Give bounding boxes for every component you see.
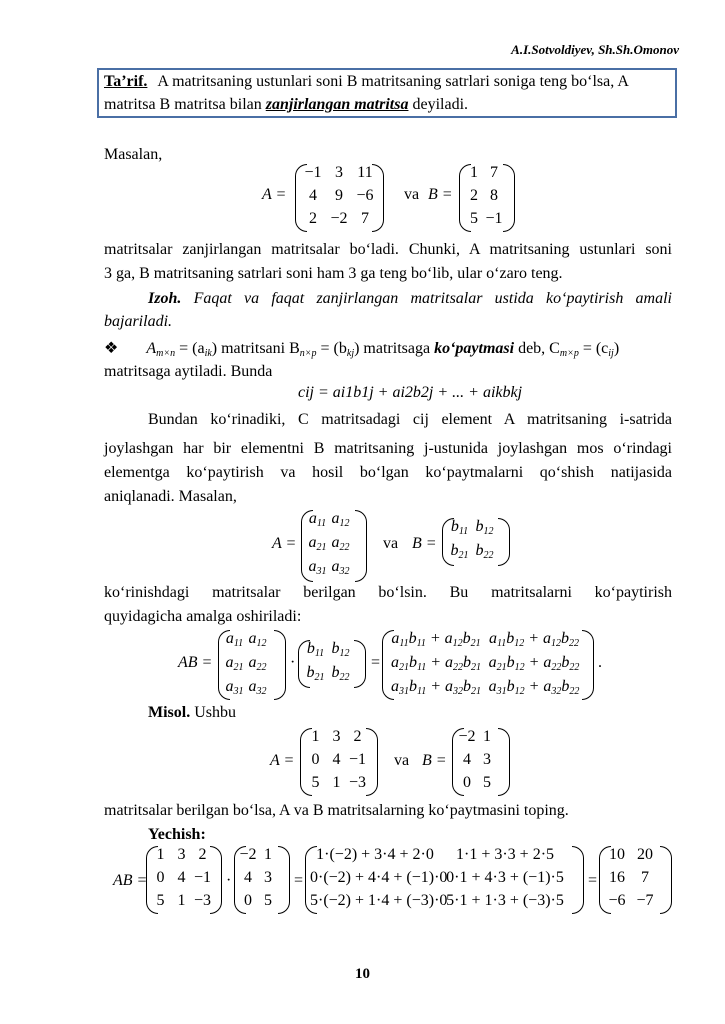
ex2-dot: · — [290, 654, 296, 671]
pd-t3: = (b — [316, 340, 347, 357]
matrix-cell: 3 — [483, 751, 491, 768]
matrix-cell: $a_{32}$ — [248, 678, 267, 697]
matrix-cell: 3 — [332, 728, 341, 745]
definition-text-3: deyiladi. — [408, 96, 469, 113]
matrix-cell: 10 — [609, 846, 625, 863]
matrix-cell: 4 — [244, 869, 252, 886]
matrix-cell: 1 — [332, 774, 341, 791]
definition-term: zanjirlangan matritsa — [265, 96, 409, 113]
matrix-cell: 7 — [361, 210, 369, 227]
matrix-cell: $b_{11}$ — [306, 640, 325, 659]
matrix-cell: $a_{31}$ — [308, 558, 327, 577]
matrix-cell: 20 — [637, 846, 653, 863]
matrix-cell: 1·(−2) + 3·4 + 2·0 — [316, 846, 434, 863]
ex1-A-symbol: A = — [262, 186, 287, 203]
matrix-cell: $a_{22}$ — [331, 534, 350, 553]
matrix-cell: 11 — [357, 164, 373, 181]
matrix-cell: 5·1 + 1·3 + (−3)·5 — [446, 892, 564, 909]
matrix-cell: 0 — [244, 892, 252, 909]
matrix-cell: 3 — [177, 846, 186, 863]
matrix-cell: −6 — [608, 892, 626, 909]
ex2-result-right-paren — [582, 630, 594, 700]
matrix-cell: $a_{31}$ — [225, 678, 244, 697]
yech-B-right-paren — [278, 846, 290, 914]
ex1-B-symbol: B = — [428, 186, 453, 203]
matrix-cell: 3 — [335, 164, 343, 181]
matrix-cell: $a_{22}$ — [248, 654, 267, 673]
matrix-cell: 4 — [177, 869, 186, 886]
matrix-cell: 5 — [264, 892, 272, 909]
matrix-cell: $a_{12}$ — [331, 510, 350, 529]
misol-va: va — [394, 752, 410, 769]
matrix-cell: 5 — [156, 892, 165, 909]
pd-t6: = (c — [578, 340, 609, 357]
matrix-cell: 0·(−2) + 4·4 + (−1)·0 — [310, 869, 448, 886]
matrix-cell: 0 — [156, 869, 165, 886]
matrix-cell: 7 — [490, 164, 498, 181]
matrix-cell: $b_{11}$ — [450, 518, 469, 537]
misol-B-right-paren — [498, 728, 510, 796]
definition-line-2 — [104, 96, 468, 114]
ex1-B-right-paren — [503, 164, 515, 232]
matrix-cell: 1 — [483, 728, 491, 745]
pd-t2: ) matritsani B — [211, 340, 300, 357]
matrix-cell: $b_{12}$ — [331, 640, 350, 659]
matrix-cell: 2 — [198, 846, 207, 863]
matrix-cell: $a_{12}$ — [248, 630, 267, 649]
matrix-cell: $a_{21}$ — [308, 534, 327, 553]
izoh-line-2: bajariladi. — [104, 313, 173, 330]
matrix-cell: −3 — [193, 892, 212, 909]
definition-text-2: matritsa B matritsa bilan — [104, 96, 266, 113]
matrix-cell: $a_{21}b_{12} + a_{22}b_{22}$ — [488, 654, 580, 673]
matrix-cell: 0 — [463, 774, 471, 791]
matrix-cell: 1·1 + 3·3 + 2·5 — [455, 846, 555, 863]
misol-label: Misol. — [148, 704, 191, 721]
matrix-cell: 4 — [463, 751, 471, 768]
matrix-cell: $a_{11}$ — [308, 510, 327, 529]
yech-equals-1: = — [294, 872, 304, 889]
pd-term: ko‘paytmasi — [434, 340, 515, 357]
matrix-cell: 3 — [264, 869, 272, 886]
ex2-A-right-paren — [355, 510, 367, 582]
matrix-cell: $a_{21}$ — [225, 654, 244, 673]
matrix-cell: 8 — [490, 187, 498, 204]
misol-task: matritsalar berilgan bo‘lsa, A va B matritsalarning ko‘paytmasini toping. — [104, 802, 569, 819]
matrix-cell: −3 — [348, 774, 367, 791]
matrix-cell: 5·(−2) + 1·4 + (−3)·0 — [310, 892, 448, 909]
matrix-cell: 16 — [609, 869, 625, 886]
misol-text: Ushbu — [190, 704, 236, 721]
matrix-cell: $b_{21}$ — [306, 664, 325, 683]
misol-A-symbol: A = — [270, 752, 295, 769]
matrix-cell: −2 — [458, 728, 476, 745]
izoh-label: Izoh. — [148, 290, 182, 307]
matrix-cell: 2 — [309, 210, 317, 227]
matrix-cell: 1 — [470, 164, 478, 181]
matrix-cell: −6 — [356, 187, 374, 204]
yech-AB-symbol: AB = — [113, 872, 148, 889]
matrix-cell: 9 — [335, 187, 343, 204]
yechish-label: Yechish: — [148, 826, 206, 843]
matrix-cell: −1 — [348, 751, 367, 768]
matrix-cell: 1 — [177, 892, 186, 909]
example1-intro: Masalan, — [104, 146, 163, 163]
matrix-cell: 2 — [353, 728, 362, 745]
misol-line — [148, 704, 236, 722]
ex2-ABb-right-paren — [354, 640, 366, 688]
matrix-cell: 1 — [311, 728, 320, 745]
matrix-cell: −7 — [636, 892, 654, 909]
matrix-cell: $b_{21}$ — [450, 542, 469, 561]
explain-line-3: elementga ko‘paytirish va hosil bo‘lgan ko‘paytmalarni qo‘shish natijasida — [104, 464, 672, 481]
ex2-B-symbol: B = — [412, 535, 437, 552]
matrix-cell: −1 — [193, 869, 212, 886]
diamond-bullet-icon: ❖ — [104, 340, 119, 357]
pd-t1: = (a — [175, 340, 205, 357]
ex1-va: va — [404, 186, 420, 203]
yech-R-right-paren — [660, 846, 672, 914]
ex2-ABa-right-paren — [274, 630, 286, 700]
matrix-cell: $b_{12}$ — [475, 518, 494, 537]
pd-t5: deb, C — [514, 340, 560, 357]
ex2-B-right-paren — [498, 518, 510, 566]
explain-line-1: Bundan ko‘rinadiki, C matritsadagi cij element A matritsaning i-satrida — [148, 411, 672, 428]
ex2-period: . — [598, 654, 602, 671]
definition-line-1 — [104, 73, 629, 91]
product-def-line-2: matritsaga aytiladi. Bunda — [104, 363, 273, 380]
matrix-cell: 1 — [156, 846, 165, 863]
ex2-AB-symbol: AB = — [178, 654, 213, 671]
definition-label: Ta’rif. — [104, 73, 148, 90]
pd-t4: ) matritsaga — [354, 340, 435, 357]
yech-dot: · — [226, 872, 232, 889]
definition-text-1: A matritsaning ustunlari soni B matritsaning satrlari soniga teng bo‘lsa, A — [157, 73, 629, 90]
example2-line-2: quyidagicha amalga oshiriladi: — [104, 608, 302, 625]
matrix-cell: $a_{11}$ — [225, 630, 244, 649]
izoh-line-1 — [148, 290, 672, 308]
matrix-cell: 7 — [641, 869, 649, 886]
matrix-cell: $a_{31}b_{11} + a_{32}b_{21}$ — [390, 678, 482, 697]
izoh-text: Faqat va faqat zanjirlangan matritsalar ustida ko‘paytirish amali — [193, 290, 672, 307]
product-formula: cij = ai1b1j + ai2b2j + ... + aikbkj — [298, 384, 523, 401]
example1-para-1: matritsalar zanjirlangan matritsalar bo‘ladi. Chunki, A matritsaning ustunlari soni — [104, 241, 672, 258]
matrix-cell: $a_{11}b_{11} + a_{12}b_{21}$ — [391, 630, 481, 649]
ex2-A-symbol: A = — [272, 535, 297, 552]
matrix-cell: 5 — [311, 774, 320, 791]
matrix-cell: $a_{11}b_{12} + a_{12}b_{22}$ — [488, 630, 580, 649]
matrix-cell: $a_{21}b_{11} + a_{22}b_{21}$ — [390, 654, 482, 673]
matrix-cell: 4 — [309, 187, 317, 204]
misol-B-symbol: B = — [422, 752, 447, 769]
matrix-cell: 0 — [311, 751, 320, 768]
ex2-va: va — [383, 535, 399, 552]
ex2-equals: = — [371, 654, 381, 671]
page-number: 10 — [355, 966, 370, 982]
matrix-cell: 5 — [470, 210, 478, 227]
matrix-cell: −1 — [485, 210, 503, 227]
yech-E-right-paren — [572, 846, 584, 914]
matrix-cell: −2 — [330, 210, 348, 227]
explain-line-2: joylashgan har bir elementni B matritsaning j-ustunida joylashgan mos o‘rindagi — [104, 440, 672, 457]
matrix-cell: $b_{22}$ — [475, 542, 494, 561]
matrix-cell: 4 — [332, 751, 341, 768]
matrix-cell: 1 — [264, 846, 272, 863]
matrix-cell: $a_{32}$ — [331, 558, 350, 577]
matrix-cell: 2 — [470, 187, 478, 204]
matrix-cell: $a_{31}b_{12} + a_{32}b_{22}$ — [488, 678, 580, 697]
matrix-cell: −1 — [304, 164, 322, 181]
matrix-cell: −2 — [239, 846, 257, 863]
explain-line-4: aniqlanadi. Masalan, — [104, 488, 237, 505]
yech-equals-2: = — [588, 872, 598, 889]
example1-para-2: 3 ga, B matritsaning satrlari soni ham 3 ga teng bo‘lib, ular o‘zaro teng. — [104, 265, 563, 282]
pd-t7: ) — [613, 340, 620, 357]
pd-A: A — [146, 340, 157, 357]
matrix-cell: 0·1 + 4·3 + (−1)·5 — [446, 869, 564, 886]
example2-line-1: ko‘rinishdagi matritsalar berilgan bo‘lsin. Bu matritsalarni ko‘paytirish — [104, 584, 672, 601]
product-def-line-1: ❖ $A_{m\times n} = (a_{ik})$ matritsani $B_{n\times p} = (b_{kj})$ matritsaga ko‘paytmasi deb, $C_{m\times p} = (c_{ij})$ — [104, 340, 620, 359]
page-header-authors: A.I.Sotvoldiyev, Sh.Sh.Omonov — [511, 42, 679, 57]
matrix-cell: $b_{22}$ — [331, 664, 350, 683]
matrix-cell: 5 — [483, 774, 491, 791]
